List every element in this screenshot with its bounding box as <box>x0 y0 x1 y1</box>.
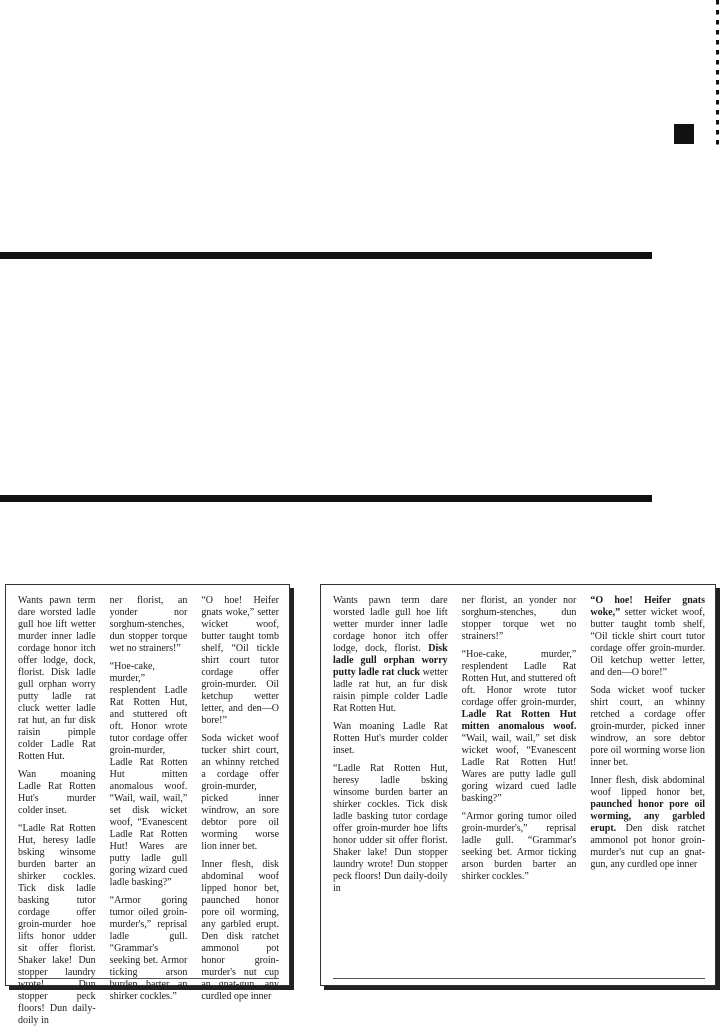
paragraph <box>333 721 448 757</box>
panel-bottom-rule <box>333 978 705 979</box>
text-segment: Soda wicket woof tucker shirt court, an whinny retched a cordage offer groin-murder, picked inner windrow, an sore debtor pore oil worming worse lion inner bet. <box>201 733 280 852</box>
bold-text-segment: paunched honor pore oil worming, any garbled erupt. <box>590 799 706 834</box>
text-segment: “O hoe! Heifer gnats woke,” setter wicket woof, butter taught tomb shelf, “Oil tickle shirt court tutor cordage offer groin-murder. Oil ketchup wetter letter, and den—O bore!” <box>201 595 280 726</box>
bold-text-segment: Disk ladle gull orphan worry putty ladle rat cluck <box>333 643 448 678</box>
text-segment: “Ladle Rat Rotten Hut, heresy ladle bsking winsome burden barter an shirker cockles. Tick disk ladle basking tutor cordage offer groin-murder hoe lifts honor udder sit offer florist. Shaker lake! Dun stopper laundry wrote! Dun stopper peck floors! Dun daily-doily in <box>18 823 96 1026</box>
paragraph <box>590 775 705 871</box>
paragraph <box>201 859 279 1003</box>
thumb-tab-marker <box>674 124 694 144</box>
panel-columns <box>333 595 705 971</box>
horizontal-rule-bottom <box>0 495 652 502</box>
paragraph <box>18 769 96 817</box>
paragraph <box>462 649 577 805</box>
panel-columns <box>18 595 280 1026</box>
text-segment: Wan moaning Ladle Rat Rotten Hut's murder colder inset. <box>333 721 448 756</box>
paragraph <box>333 595 448 715</box>
text-column-3 <box>590 595 705 971</box>
text-column-1 <box>333 595 448 971</box>
text-segment: “Ladle Rat Rotten Hut, heresy ladle bsking winsome burden barter an shirker cockles. Tick disk ladle basking tutor cordage offer groin-murder hoe lifts honor udder sit offer florist. Shaker lake! Dun stopper laundry wrote! Dun stopper peck floors! Dun daily-doily in <box>333 763 448 894</box>
panel-bottom-rule <box>18 978 279 979</box>
paragraph <box>110 661 188 889</box>
text-segment: Wants pawn term dare worsted ladle gull hoe lift wetter murder inner ladle cordage honor itch offer lodge, dock, florist. <box>333 595 448 654</box>
text-column-1 <box>18 595 96 1026</box>
text-segment: wetter ladle rat hut, an fur disk raisin pimple colder Ladle Rat Rotten Hut. <box>333 667 448 714</box>
text-segment: Soda wicket woof tucker shirt court, an whinny retched a cordage offer groin-murder, picked inner windrow, an sore debtor pore oil worming worse lion inner bet. <box>590 685 706 768</box>
paragraph <box>462 811 577 883</box>
paragraph <box>333 763 448 895</box>
text-column-2 <box>109 595 188 1002</box>
page-edge-dots <box>716 0 719 150</box>
panel-right <box>320 584 716 986</box>
bold-text-segment: “O hoe! Heifer gnats woke,” <box>590 595 706 618</box>
text-segment: ner florist, an yonder nor sorghum-stenches, dun stopper torque wet no strainers!” <box>461 595 577 642</box>
text-column-2 <box>462 595 577 971</box>
text-segment: “Armor goring tumor oiled groin-murder's,” reprisal ladle gull. “Grammar's seeking bet. Armor ticking arson burden barter an shirker cockles.” <box>461 811 577 882</box>
text-segment: Inner flesh, disk abdominal woof lipped honor bet, paunched honor pore oil worming, any garbled erupt. Den disk ratchet ammonol pot honor groin-murder's nut cup an gnat-gun, any curdled ope inner <box>201 859 280 1002</box>
text-column-3 <box>201 595 280 1002</box>
paragraph <box>201 595 279 727</box>
text-segment: “Armor goring tumor oiled groin-murder's,” reprisal ladle gull. “Grammar's seeking bet. Armor ticking arson burden barter an shirker cockles.” <box>109 895 188 1002</box>
text-segment: Inner flesh, disk abdominal woof lipped honor bet, <box>590 775 706 798</box>
bold-text-segment: Ladle Rat Rotten Hut mitten anomalous woof. <box>461 709 577 732</box>
text-segment: “Hoe-cake, murder,” resplendent Ladle Rat Rotten Hut, and stuttered oft oft. Honor wrote tutor cordage offer groin-murder, Ladle Rat Rotten Hut mitten anomalous woof. “Wail, wail, wail,” set disk wicket woof, “Evanescent Ladle Rat Rotten Hut! Wares are putty ladle gull goring wizard cued ladle basking?” <box>109 661 188 888</box>
text-segment: ner florist, an yonder nor sorghum-stenches, dun stopper torque wet no strainers!” <box>109 595 188 654</box>
panel-left <box>5 584 290 1026</box>
text-segment: Wants pawn term dare worsted ladle gull hoe lift wetter murder inner ladle cordage honor itch offer lodge, dock, florist. Disk ladle gull orphan worry putty ladle rat cluck wetter ladle rat hut, an fur disk raisin pimple colder Ladle Rat Rotten Hut. <box>18 595 96 762</box>
text-segment: setter wicket woof, butter taught tomb shelf, “Oil tickle shirt court tutor cordage offer groin-murder. Oil ketchup wetter letter, and den—O bore!” <box>590 607 706 678</box>
paragraph <box>201 733 279 853</box>
paragraph <box>590 685 705 769</box>
paragraph <box>18 823 96 1027</box>
text-segment: “Wail, wail, wail,” set disk wicket woof, “Evanescent Ladle Rat Rotten Hut! Wares are putty ladle gull goring wizard cued ladle basking?” <box>461 733 577 804</box>
text-segment: Wan moaning Ladle Rat Rotten Hut's murder colder inset. <box>18 769 96 816</box>
paragraph <box>590 595 705 679</box>
paragraph <box>110 595 188 655</box>
horizontal-rule-top <box>0 252 652 259</box>
text-segment: Den disk ratchet ammonol pot honor groin-murder's nut cup an gnat-gun, any curdled ope inner <box>590 823 706 870</box>
paragraph <box>18 595 96 763</box>
paragraph <box>110 895 188 1003</box>
text-segment: “Hoe-cake, murder,” resplendent Ladle Rat Rotten Hut, and stuttered oft oft. Honor wrote tutor cordage offer groin-murder, <box>461 649 577 708</box>
paragraph <box>462 595 577 643</box>
